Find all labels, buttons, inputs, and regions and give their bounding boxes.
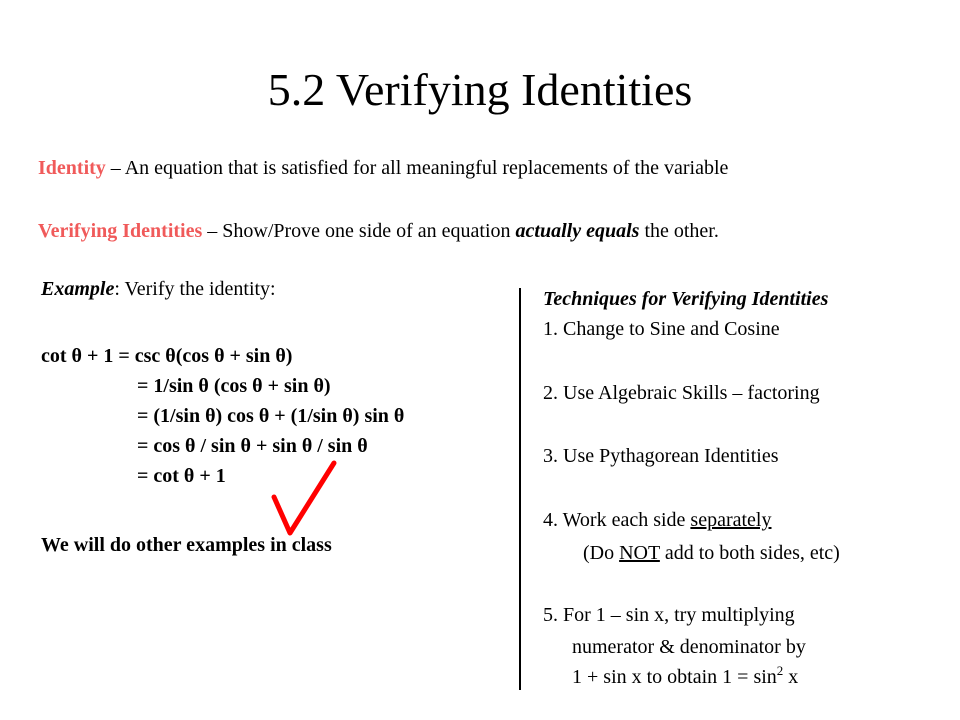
technique-item-5: 5. For 1 – sin x, try multiplying xyxy=(543,604,795,626)
example-label xyxy=(41,277,276,301)
technique-item-5-line-3-text: 1 + sin x to obtain 1 = sin xyxy=(572,666,777,688)
technique-note-post: add to both sides, etc) xyxy=(659,542,840,564)
technique-item-4-text: 4. Work each side xyxy=(543,509,691,531)
identity-definition xyxy=(38,155,728,181)
example-closing: We will do other examples in class xyxy=(41,534,332,556)
example-line-5: = cot θ + 1 xyxy=(137,465,226,487)
check-mark-icon xyxy=(270,455,340,545)
technique-item-3: 3. Use Pythagorean Identities xyxy=(543,445,779,467)
techniques-heading: Techniques for Verifying Identities xyxy=(543,288,829,310)
verifying-definition-text: – Show/Prove one side of an equation xyxy=(202,220,516,242)
example-label-word: Example xyxy=(41,278,115,300)
not-underlined: NOT xyxy=(619,542,660,564)
example-line-4: = cos θ / sin θ + sin θ / sin θ xyxy=(137,435,368,457)
technique-note-pre: (Do xyxy=(583,542,620,564)
technique-item-4-note xyxy=(583,540,840,566)
example-label-tail: : Verify the identity: xyxy=(114,278,276,300)
technique-item-1: 1. Change to Sine and Cosine xyxy=(543,318,780,340)
superscript-2: 2 xyxy=(776,663,784,678)
example-line-2: = 1/sin θ (cos θ + sin θ) xyxy=(137,375,331,397)
identity-term: Identity xyxy=(38,157,106,179)
identity-definition-text: – An equation that is satisfied for all meaningful replacements of the variable xyxy=(105,157,729,179)
technique-item-4 xyxy=(543,507,772,533)
verifying-definition xyxy=(38,218,719,244)
separately-underlined: separately xyxy=(690,509,772,531)
technique-item-5-line-3-tail: x xyxy=(783,666,799,688)
page-title: 5.2 Verifying Identities xyxy=(267,64,693,115)
technique-item-5-line-3 xyxy=(572,664,798,690)
technique-item-2: 2. Use Algebraic Skills – factoring xyxy=(543,382,820,404)
verifying-definition-tail: the other. xyxy=(639,220,719,242)
verifying-term: Verifying Identities xyxy=(38,220,203,242)
example-line-1: cot θ + 1 = csc θ(cos θ + sin θ) xyxy=(41,345,293,367)
column-divider xyxy=(519,288,521,690)
technique-item-5-line-2: numerator & denominator by xyxy=(572,636,806,658)
example-line-3: = (1/sin θ) cos θ + (1/sin θ) sin θ xyxy=(137,405,405,427)
verifying-emphasis: actually equals xyxy=(515,220,640,242)
